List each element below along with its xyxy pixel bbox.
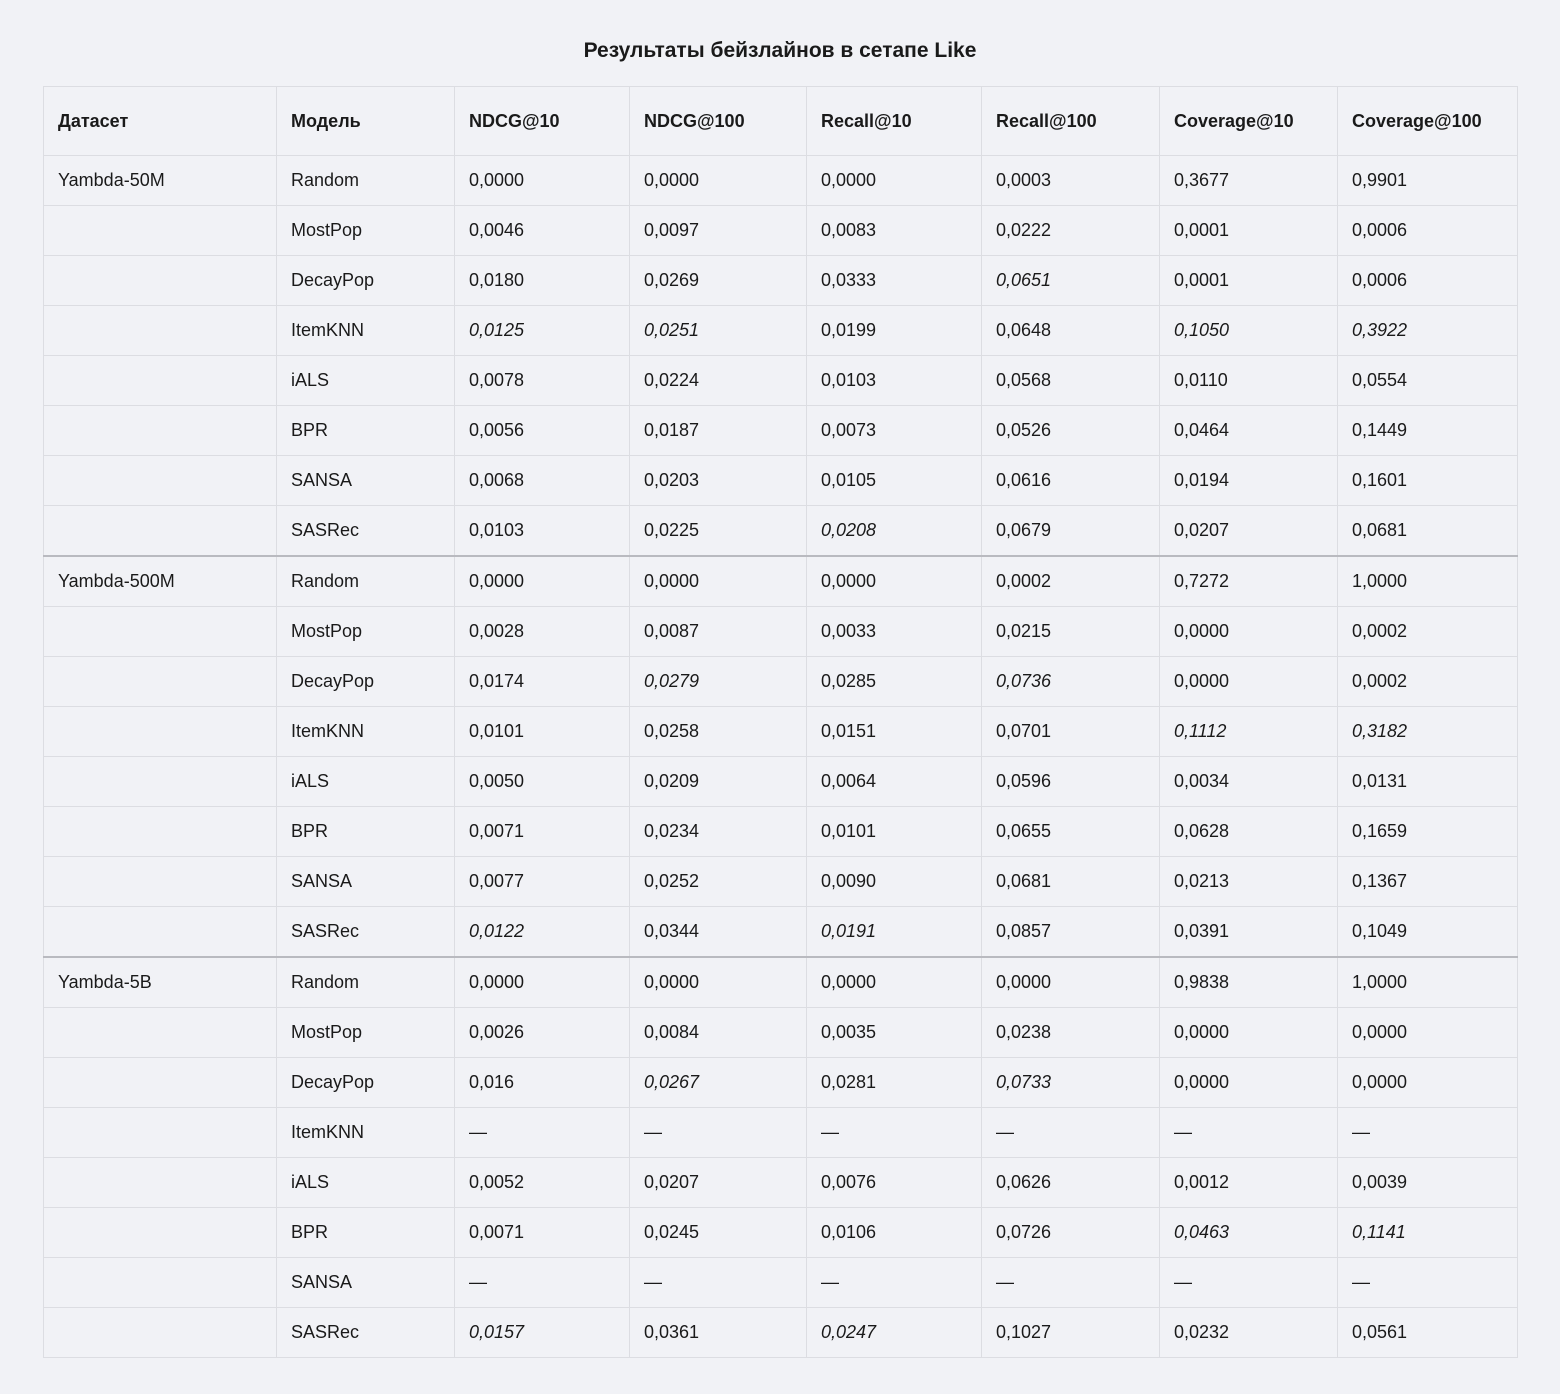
metric-cell: 0,0208 [807,506,982,557]
metric-cell: 0,0568 [982,356,1160,406]
metric-cell: — [1338,1258,1518,1308]
model-cell: Random [277,156,455,206]
dataset-cell [44,1258,277,1308]
dataset-cell [44,607,277,657]
page-title: Результаты бейзлайнов в сетапе Like [583,39,977,62]
metric-cell: 0,1050 [1160,306,1338,356]
metric-cell: 0,0209 [630,757,807,807]
metric-cell: 0,0131 [1338,757,1518,807]
metric-cell: 0,1449 [1338,406,1518,456]
metric-cell: 0,0151 [807,707,982,757]
metric-cell: 0,0000 [630,957,807,1008]
metric-cell: 0,0002 [1338,657,1518,707]
column-header: Recall@100 [982,87,1160,156]
metric-cell: 0,0000 [455,957,630,1008]
metric-cell: 0,1601 [1338,456,1518,506]
metric-cell: 0,0726 [982,1208,1160,1258]
model-cell: MostPop [277,607,455,657]
results-table [43,86,1518,1358]
metric-cell: 0,0207 [630,1158,807,1208]
table-row [44,556,1518,607]
model-cell: SANSA [277,857,455,907]
metric-cell: 0,3677 [1160,156,1338,206]
model-cell: iALS [277,1158,455,1208]
metric-cell: 0,0084 [630,1008,807,1058]
table-row [44,857,1518,907]
metric-cell: 0,0110 [1160,356,1338,406]
metric-cell: — [1160,1108,1338,1158]
metric-cell: 0,0000 [807,957,982,1008]
dataset-cell [44,456,277,506]
metric-cell: 0,0187 [630,406,807,456]
metric-cell: 0,0279 [630,657,807,707]
metric-cell: 0,0046 [455,206,630,256]
model-cell: SANSA [277,1258,455,1308]
metric-cell: 0,0000 [630,156,807,206]
metric-cell: 0,0245 [630,1208,807,1258]
metric-cell: 0,0101 [807,807,982,857]
dataset-cell [44,1108,277,1158]
metric-cell: 0,0106 [807,1208,982,1258]
table-row [44,456,1518,506]
dataset-cell [44,657,277,707]
table-row [44,1208,1518,1258]
metric-cell: 0,0056 [455,406,630,456]
metric-cell: 0,0125 [455,306,630,356]
metric-cell: — [455,1108,630,1158]
table-row [44,1158,1518,1208]
metric-cell: 0,0180 [455,256,630,306]
metric-cell: 0,0050 [455,757,630,807]
metric-cell: — [982,1108,1160,1158]
metric-cell: 0,0087 [630,607,807,657]
metric-cell: 0,0039 [1338,1158,1518,1208]
metric-cell: — [1338,1108,1518,1158]
model-cell: DecayPop [277,256,455,306]
dataset-cell [44,857,277,907]
metric-cell: 0,0232 [1160,1308,1338,1358]
table-row [44,1308,1518,1358]
metric-cell: 0,0213 [1160,857,1338,907]
dataset-cell: Yambda-500M [44,556,277,607]
metric-cell: 0,0269 [630,256,807,306]
metric-cell: 0,0000 [455,556,630,607]
column-header: Модель [277,87,455,156]
metric-cell: 0,0071 [455,807,630,857]
metric-cell: 0,0003 [982,156,1160,206]
metric-cell: 0,0344 [630,907,807,958]
dataset-cell [44,907,277,958]
metric-cell: 0,0736 [982,657,1160,707]
metric-cell: 0,0000 [807,556,982,607]
metric-cell: 0,0078 [455,356,630,406]
metric-cell: — [1160,1258,1338,1308]
metric-cell: 0,0679 [982,506,1160,557]
metric-cell: — [807,1108,982,1158]
dataset-cell [44,506,277,557]
dataset-cell [44,757,277,807]
metric-cell: 0,0252 [630,857,807,907]
metric-cell: 0,0561 [1338,1308,1518,1358]
metric-cell: 0,0000 [1338,1058,1518,1108]
metric-cell: 0,016 [455,1058,630,1108]
metric-cell: 0,0035 [807,1008,982,1058]
dataset-cell [44,256,277,306]
metric-cell: 0,0628 [1160,807,1338,857]
table-row [44,506,1518,557]
metric-cell: 0,0083 [807,206,982,256]
model-cell: SANSA [277,456,455,506]
metric-cell: 0,0651 [982,256,1160,306]
metric-cell: 0,0000 [982,957,1160,1008]
column-header: NDCG@10 [455,87,630,156]
metric-cell: 0,0194 [1160,456,1338,506]
metric-cell: 0,0596 [982,757,1160,807]
metric-cell: 0,0391 [1160,907,1338,958]
metric-cell: 0,0258 [630,707,807,757]
metric-cell: 0,0000 [1160,1008,1338,1058]
metric-cell: 0,0006 [1338,206,1518,256]
table-row [44,206,1518,256]
table-row [44,1108,1518,1158]
model-cell: BPR [277,406,455,456]
model-cell: BPR [277,807,455,857]
dataset-cell: Yambda-5B [44,957,277,1008]
table-row [44,657,1518,707]
metric-cell: — [982,1258,1160,1308]
metric-cell: — [455,1258,630,1308]
metric-cell: 0,0681 [1338,506,1518,557]
metric-cell: 0,0333 [807,256,982,306]
metric-cell: 0,0554 [1338,356,1518,406]
metric-cell: 0,0064 [807,757,982,807]
metric-cell: 0,0701 [982,707,1160,757]
dataset-cell [44,1308,277,1358]
table-row [44,1258,1518,1308]
metric-cell: 0,0103 [455,506,630,557]
table-row [44,807,1518,857]
metric-cell: 0,0616 [982,456,1160,506]
metric-cell: 0,3922 [1338,306,1518,356]
metric-cell: 0,0626 [982,1158,1160,1208]
table-row [44,757,1518,807]
dataset-cell [44,306,277,356]
metric-cell: 0,1659 [1338,807,1518,857]
metric-cell: 0,0097 [630,206,807,256]
dataset-cell [44,1208,277,1258]
column-header: NDCG@100 [630,87,807,156]
metric-cell: 0,0105 [807,456,982,506]
metric-cell: — [807,1258,982,1308]
metric-cell: 0,0000 [1338,1008,1518,1058]
metric-cell: 0,0034 [1160,757,1338,807]
model-cell: ItemKNN [277,1108,455,1158]
metric-cell: 0,0071 [455,1208,630,1258]
header-row [44,87,1518,156]
metric-cell: 0,0857 [982,907,1160,958]
table-row [44,156,1518,206]
table-row [44,907,1518,958]
dataset-cell [44,1058,277,1108]
metric-cell: 1,0000 [1338,957,1518,1008]
metric-cell: 0,3182 [1338,707,1518,757]
metric-cell: 0,0251 [630,306,807,356]
dataset-cell [44,807,277,857]
metric-cell: 0,0234 [630,807,807,857]
table-row [44,356,1518,406]
metric-cell: 0,1027 [982,1308,1160,1358]
metric-cell: 0,0000 [1160,657,1338,707]
metric-cell: 0,0361 [630,1308,807,1358]
dataset-cell [44,1008,277,1058]
metric-cell: 0,0222 [982,206,1160,256]
metric-cell: 0,0207 [1160,506,1338,557]
model-cell: Random [277,556,455,607]
metric-cell: 0,0026 [455,1008,630,1058]
dataset-cell [44,356,277,406]
model-cell: ItemKNN [277,707,455,757]
metric-cell: 0,0526 [982,406,1160,456]
column-header: Recall@10 [807,87,982,156]
metric-cell: 0,0052 [455,1158,630,1208]
model-cell: MostPop [277,1008,455,1058]
metric-cell: 0,0001 [1160,256,1338,306]
model-cell: SASRec [277,506,455,557]
model-cell: SASRec [277,1308,455,1358]
metric-cell: 0,0267 [630,1058,807,1108]
table-row [44,1008,1518,1058]
metric-cell: 0,0028 [455,607,630,657]
table-row [44,607,1518,657]
metric-cell: 0,0215 [982,607,1160,657]
metric-cell: 1,0000 [1338,556,1518,607]
model-cell: SASRec [277,907,455,958]
metric-cell: 0,0002 [1338,607,1518,657]
metric-cell: 0,0285 [807,657,982,707]
table-row [44,957,1518,1008]
column-header: Coverage@100 [1338,87,1518,156]
column-header: Датасет [44,87,277,156]
metric-cell: 0,9838 [1160,957,1338,1008]
metric-cell: 0,0464 [1160,406,1338,456]
metric-cell: 0,1367 [1338,857,1518,907]
table-row [44,256,1518,306]
dataset-cell [44,707,277,757]
metric-cell: 0,0157 [455,1308,630,1358]
metric-cell: 0,1141 [1338,1208,1518,1258]
metric-cell: 0,0006 [1338,256,1518,306]
metric-cell: 0,1112 [1160,707,1338,757]
metric-cell: 0,0076 [807,1158,982,1208]
metric-cell: 0,0224 [630,356,807,406]
metric-cell: 0,0199 [807,306,982,356]
metric-cell: 0,0012 [1160,1158,1338,1208]
metric-cell: 0,0000 [630,556,807,607]
metric-cell: 0,0033 [807,607,982,657]
dataset-cell: Yambda-50M [44,156,277,206]
metric-cell: 0,0073 [807,406,982,456]
table-row [44,707,1518,757]
metric-cell: 0,0000 [807,156,982,206]
metric-cell: 0,0101 [455,707,630,757]
model-cell: MostPop [277,206,455,256]
metric-cell: 0,0281 [807,1058,982,1108]
dataset-cell [44,206,277,256]
metric-cell: 0,0000 [1160,1058,1338,1108]
dataset-cell [44,406,277,456]
metric-cell: 0,0238 [982,1008,1160,1058]
model-cell: DecayPop [277,1058,455,1108]
model-cell: BPR [277,1208,455,1258]
metric-cell: 0,0681 [982,857,1160,907]
model-cell: iALS [277,757,455,807]
metric-cell: 0,0122 [455,907,630,958]
metric-cell: 0,1049 [1338,907,1518,958]
metric-cell: 0,0001 [1160,206,1338,256]
metric-cell: 0,0191 [807,907,982,958]
model-cell: Random [277,957,455,1008]
metric-cell: 0,9901 [1338,156,1518,206]
metric-cell: 0,0203 [630,456,807,506]
table-row [44,406,1518,456]
metric-cell: 0,0002 [982,556,1160,607]
table-row [44,306,1518,356]
model-cell: ItemKNN [277,306,455,356]
metric-cell: 0,0655 [982,807,1160,857]
metric-cell: 0,0733 [982,1058,1160,1108]
metric-cell: 0,0090 [807,857,982,907]
metric-cell: 0,0174 [455,657,630,707]
metric-cell: 0,0000 [455,156,630,206]
metric-cell: 0,0463 [1160,1208,1338,1258]
metric-cell: 0,0000 [1160,607,1338,657]
metric-cell: 0,0247 [807,1308,982,1358]
column-header: Coverage@10 [1160,87,1338,156]
metric-cell: 0,0068 [455,456,630,506]
metric-cell: 0,0225 [630,506,807,557]
metric-cell: 0,0103 [807,356,982,406]
dataset-cell [44,1158,277,1208]
metric-cell: 0,7272 [1160,556,1338,607]
model-cell: iALS [277,356,455,406]
table-row [44,1058,1518,1108]
model-cell: DecayPop [277,657,455,707]
metric-cell: — [630,1108,807,1158]
metric-cell: 0,0648 [982,306,1160,356]
metric-cell: 0,0077 [455,857,630,907]
metric-cell: — [630,1258,807,1308]
